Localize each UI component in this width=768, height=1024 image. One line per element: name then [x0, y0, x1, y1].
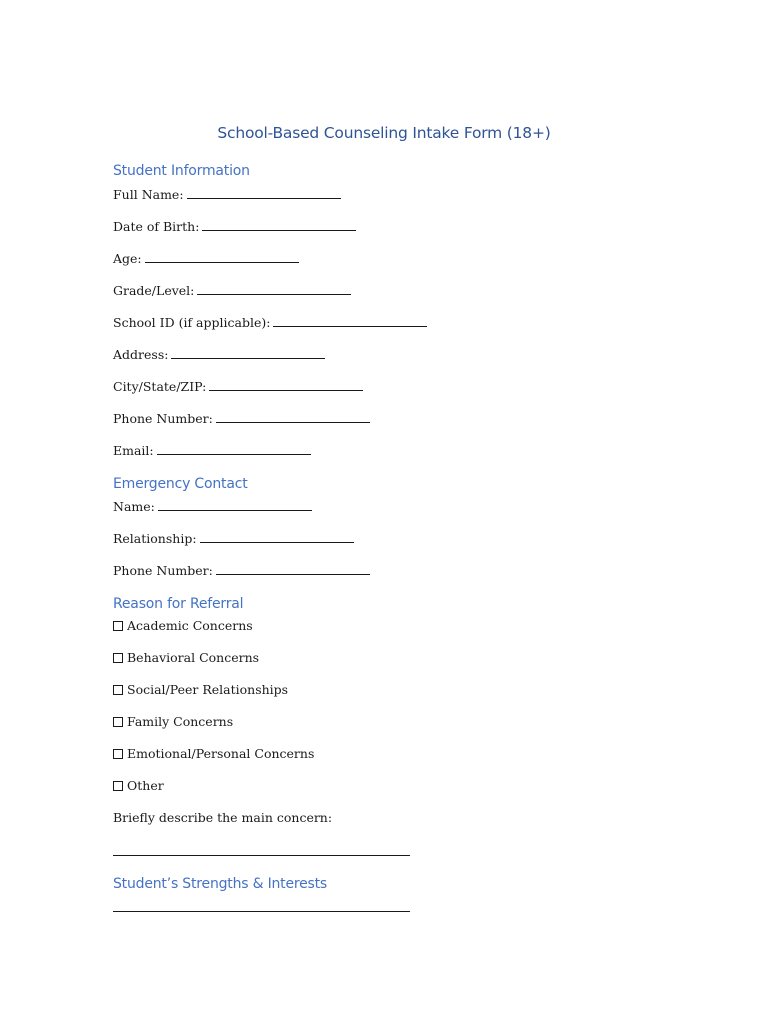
field-label: City/State/ZIP: — [113, 379, 207, 394]
describe-concern-blank[interactable] — [113, 855, 410, 856]
field-label: Address: — [113, 347, 169, 362]
section-heading-reason-for-referral: Reason for Referral — [113, 596, 244, 612]
checkbox-icon[interactable] — [113, 717, 123, 727]
field-address — [113, 346, 325, 363]
age-blank[interactable] — [145, 250, 299, 263]
checkbox-label: Behavioral Concerns — [127, 650, 260, 665]
checkbox-option[interactable] — [113, 746, 314, 762]
field-label: Phone Number: — [113, 411, 213, 426]
school-id-blank[interactable] — [273, 314, 427, 327]
field-label: Date of Birth: — [113, 219, 200, 234]
city-state-zip-blank[interactable] — [209, 378, 363, 391]
checkbox-option[interactable] — [113, 714, 233, 730]
checkbox-option[interactable] — [113, 650, 259, 666]
emergency-relationship-blank[interactable] — [200, 530, 354, 543]
field-label: Grade/Level: — [113, 283, 195, 298]
describe-concern-prompt: Briefly describe the main concern: — [113, 810, 333, 825]
form-title: School-Based Counseling Intake Form (18+) — [217, 124, 551, 142]
field-full-name — [113, 186, 341, 203]
field-label: School ID (if applicable): — [113, 315, 271, 330]
checkbox-label: Family Concerns — [127, 714, 234, 729]
checkbox-option[interactable] — [113, 778, 164, 794]
checkbox-icon[interactable] — [113, 653, 123, 663]
email-blank[interactable] — [157, 442, 311, 455]
section-heading-student-information: Student Information — [113, 163, 250, 179]
checkbox-label: Emotional/Personal Concerns — [127, 746, 315, 761]
field-label: Name: — [113, 499, 155, 514]
address-blank[interactable] — [171, 346, 325, 359]
field-label: Email: — [113, 443, 154, 458]
field-label: Relationship: — [113, 531, 197, 546]
checkbox-option[interactable] — [113, 618, 253, 634]
grade-level-blank[interactable] — [197, 282, 351, 295]
emergency-phone-blank[interactable] — [216, 562, 370, 575]
phone-number-blank[interactable] — [216, 410, 370, 423]
checkbox-label: Social/Peer Relationships — [127, 682, 289, 697]
section-heading-emergency-contact: Emergency Contact — [113, 476, 248, 492]
field-phone-number — [113, 410, 370, 427]
field-emergency-relationship — [113, 530, 354, 547]
field-age — [113, 250, 299, 267]
section-heading-strengths-interests: Student’s Strengths & Interests — [113, 876, 328, 892]
field-date-of-birth — [113, 218, 356, 235]
field-emergency-phone — [113, 562, 370, 579]
checkbox-label: Other — [127, 778, 164, 793]
checkbox-option[interactable] — [113, 682, 288, 698]
field-email — [113, 442, 311, 459]
emergency-name-blank[interactable] — [158, 498, 312, 511]
date-of-birth-blank[interactable] — [202, 218, 356, 231]
field-city-state-zip — [113, 378, 363, 395]
field-school-id — [113, 314, 427, 331]
field-label: Age: — [113, 251, 142, 266]
field-label: Phone Number: — [113, 563, 213, 578]
field-grade-level — [113, 282, 351, 299]
strengths-blank[interactable] — [113, 911, 410, 912]
checkbox-icon[interactable] — [113, 621, 123, 631]
field-emergency-name — [113, 498, 312, 515]
full-name-blank[interactable] — [187, 186, 341, 199]
checkbox-label: Academic Concerns — [127, 618, 253, 633]
checkbox-icon[interactable] — [113, 749, 123, 759]
checkbox-icon[interactable] — [113, 781, 123, 791]
field-label: Full Name: — [113, 187, 184, 202]
checkbox-icon[interactable] — [113, 685, 123, 695]
